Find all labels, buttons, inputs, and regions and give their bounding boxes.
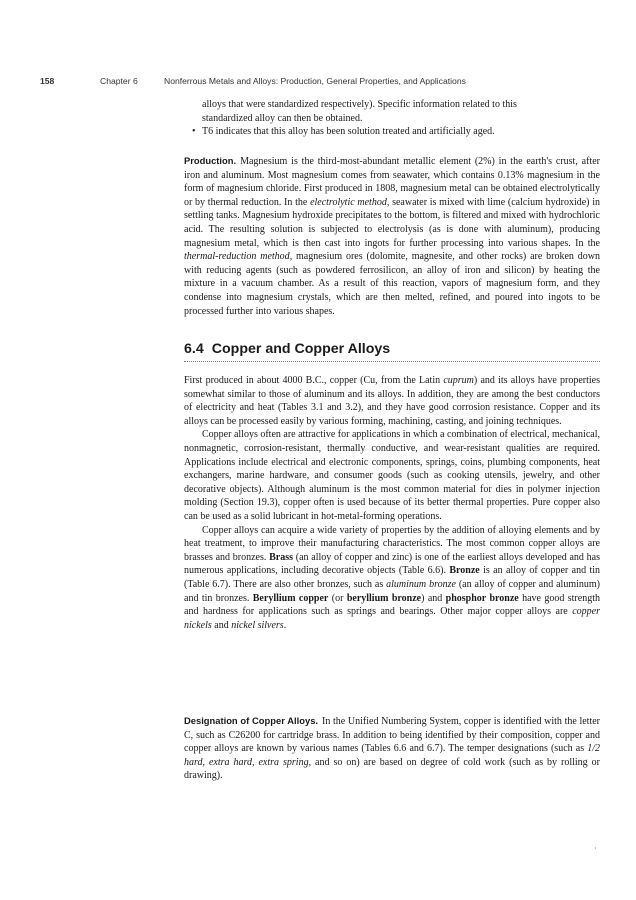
designation-text-1: In the Unified Numbering System, copper is identified with the letter C, such as C26200 for cartridge brass. In addition to being identified by their composition, copper and copper alloys are known by various names (Tables 6.6 and 6.7). The temper designations (such as xyxy=(184,716,600,755)
continued-text-line-2: standardized alloy can then be obtained. xyxy=(202,112,363,124)
bullet-item-t6: • T6 indicates that this alloy has been solution treated and artificially aged. xyxy=(192,125,600,139)
chapter-title: Nonferrous Metals and Alloys: Production, General Properties, and Applications xyxy=(164,76,466,86)
p3-text-2: (an alloy of copper and zinc) is one of the earliest alloys developed and has numerous applications, including decorative objects (Table 6.6). xyxy=(184,551,600,577)
production-em-thermal: thermal-reduction method xyxy=(184,251,290,263)
running-header xyxy=(40,76,600,86)
production-text-1: Magnesium is the third-most-abundant metallic element (2%) in the earth's crust, after iron and aluminum. Most magnesium comes from seawater, which contains 0.13% magnesium in the form of magnesium chloride. First produced in 1808, magnesium metal can be obtained electrolytically or by thermal reduction. In the xyxy=(184,156,600,208)
p1-text-2: ) and its alloys have properties somewhat similar to those of aluminum and its alloys. In addition, they are among the best conductors of electricity and heat (Tables 3.1 and 3.2), and they have good corrosion resistance. Copper and its alloys can be processed easily by various forming, machining, casting, and joining techniques. xyxy=(184,375,600,427)
p3-text-4: (an alloy of copper and aluminum) and tin bronzes. xyxy=(184,578,600,604)
designation-paragraph xyxy=(184,714,600,783)
section-heading xyxy=(184,341,600,362)
p3-em-aluminum-bronze: aluminum bronze xyxy=(386,578,456,590)
p3-em-nickel-silvers: nickel silvers xyxy=(231,619,284,631)
term-phosphor-bronze: phosphor bronze xyxy=(445,592,519,604)
production-text-2: , seawater is mixed with lime (calcium hydroxide) in settling tanks. Magnesium hydroxide precipitates to the bottom, is filtered and mixed with hydrochloric acid. The resulting solution is subjected to electrolysis (as is done with aluminum), producing magnesium metal, which is then cast into ingots for further processing into various shapes. In the xyxy=(184,196,601,249)
production-paragraph xyxy=(184,154,600,318)
designation-text-2: and so on) are based on degree of cold work (such as by rolling or drawing). xyxy=(184,756,600,782)
page-number: 158 xyxy=(40,76,55,86)
section-title: Copper and Copper Alloys xyxy=(211,341,391,357)
p3-text-6: ) and xyxy=(421,592,446,604)
p3-text-8: and xyxy=(211,619,232,631)
designation-em-tempers: 1/2 hard, extra hard, extra spring, xyxy=(184,743,600,768)
p3-text-3: is an alloy of copper and tin (Table 6.7). There are also other bronzes, such as xyxy=(184,565,600,590)
bullet-list xyxy=(184,125,600,139)
production-heading: Production. xyxy=(184,155,237,166)
p1-em-cuprum: cuprum xyxy=(443,375,474,386)
designation-heading: Designation of Copper Alloys. xyxy=(184,715,319,726)
p3-text-9: . xyxy=(283,619,287,631)
p3-text-1: Copper alloys can acquire a wide variety of properties by the addition of alloying elements and by heat treatment, to improve their manufacturing characteristics. The most common copper alloys are brasses and bronzes. xyxy=(184,524,600,563)
term-beryllium-copper: Beryllium copper xyxy=(252,592,329,604)
term-bronze: Bronze xyxy=(449,565,480,577)
paragraph-2: Copper alloys often are attractive for applications in which a combination of electrical, mechanical, nonmagnetic, corrosion-resistant, thermally conductive, and wear-resistant qualities are required. Applications include electrical and electronic components, springs, coins, plumbing components, heat exchangers, marine hardware, and consumer goods (such as cooking utensils, jewelry, and other decorative objects). Although aluminum is the most common material for dies in polymer injection molding (Section 19.3), copper often is used because of its better thermal properties. Pure copper also can be used as a solid lubricant in hot-metal-forming operations. xyxy=(184,429,600,522)
term-brass: Brass xyxy=(269,551,294,563)
p1-text-1: First produced in about 4000 B.C., copper (Cu, from the Latin xyxy=(184,375,444,386)
continued-text-line-1: alloys that were standardized respectively). Specific information related to this xyxy=(202,99,517,110)
section-number: 6.4 xyxy=(184,341,204,357)
paragraph-3 xyxy=(184,524,600,633)
p3-text-7: have good strength and hardness for applications such as springs and bearings. Other major copper alloys are xyxy=(184,592,600,618)
production-em-electrolytic: electrolytic method xyxy=(310,196,387,208)
term-beryllium-bronze: beryllium bronze xyxy=(346,592,422,604)
continued-list xyxy=(184,98,600,139)
production-text-3: , magnesium ores (dolomite, magnesite, and other rocks) are broken down with reducing agents (such as powdered ferrosilicon, an alloy of iron and silicon) by heating the mixture in a vacuum chamber. As a result of this reaction, vapors of magnesium form, and they condense into magnesium crystals, which are then melted, refined, and poured into ingots to be processed further into various shapes. xyxy=(184,251,600,317)
paragraph-1 xyxy=(184,374,600,428)
p3-text-5: (or xyxy=(328,592,347,604)
p3-em-copper-nickels: copper nickels xyxy=(184,606,600,631)
section-body xyxy=(184,374,600,632)
margin-dot: · xyxy=(594,844,597,853)
chapter-label: Chapter 6 xyxy=(100,76,138,86)
